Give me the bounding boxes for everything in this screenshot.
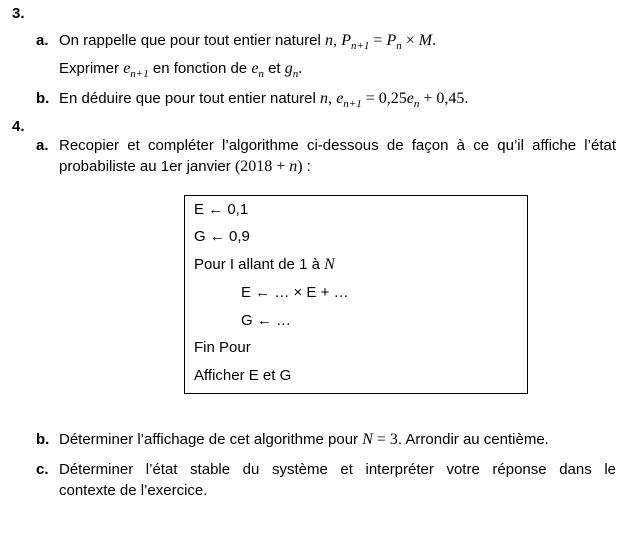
q4c-line1: Déterminer l’état stable du système et interpréter votre réponse dans le: [59, 461, 616, 478]
q3a-e: e: [123, 60, 131, 77]
q3b-rhs: = 0,25: [361, 90, 407, 107]
algo-line-7: Afficher E et G: [194, 367, 292, 384]
algorithm-box: [184, 195, 528, 394]
q4a-line1: Recopier et compléter l’algorithme ci-dessous de façon à ce qu’il affiche l’état: [59, 137, 616, 154]
q3a-comma: ,: [333, 32, 338, 49]
q3a-g: g: [284, 60, 293, 77]
q3a-and: et: [263, 60, 285, 77]
q4c-line2: contexte de l’exercice.: [59, 482, 208, 499]
q3a-eq: =: [369, 32, 387, 49]
q4a-n: n: [289, 158, 298, 175]
q3a-e-sub: n+1: [130, 68, 149, 80]
question-4-number: 4.: [12, 118, 25, 135]
algo-line-5: G ← …: [241, 312, 292, 329]
q4b-prefix: Déterminer l’affichage de cet algorithme pour: [59, 431, 363, 448]
q3a-text: On rappelle que pour tout entier naturel: [59, 32, 326, 49]
algo-line-1: E ← 0,1: [194, 201, 249, 218]
q3b-n: n: [320, 90, 329, 107]
algo-line-2: G ← 0,9: [194, 228, 250, 245]
q3a-line1: [59, 32, 436, 55]
q4a-line2-prefix: probabiliste au 1er janvier: [59, 158, 235, 175]
q3a-times: ×: [401, 32, 419, 49]
q4a-label: a.: [36, 137, 49, 154]
algo-line-3-prefix: Pour I allant de 1 à: [194, 256, 325, 273]
q3a-P: P: [341, 32, 351, 49]
q3a-sub-n1: n+1: [350, 40, 370, 52]
q4a-year: (2018 +: [234, 158, 290, 175]
q3b-e: e: [336, 90, 344, 107]
q3a-end: .: [432, 32, 437, 49]
q3b-text: En déduire que pour tout entier naturel: [59, 90, 321, 107]
q4b-N: N: [362, 431, 373, 448]
question-3-number: 3.: [12, 5, 25, 22]
algo-line-6: Fin Pour: [194, 339, 251, 356]
q3a-sub-n: n: [396, 40, 402, 52]
q3b-plus: + 0,45.: [419, 90, 469, 107]
q4b-line: [59, 431, 549, 449]
algo-line-3: [194, 256, 335, 274]
q3b-e2-sub: n: [413, 98, 420, 110]
q3a-g-sub: n: [292, 68, 299, 80]
q4a-colon: :: [302, 158, 311, 175]
q4b-mid: = 3: [372, 431, 398, 448]
q3a-e2-sub: n: [258, 68, 264, 80]
q3a-line2: [59, 60, 302, 83]
q4b-label: b.: [36, 431, 50, 448]
q3b-e2: e: [406, 90, 414, 107]
q3a-line2-prefix: Exprimer: [59, 60, 124, 77]
q3a-label: a.: [36, 32, 49, 49]
q3b-line: [59, 90, 468, 113]
q3b-comma: ,: [328, 90, 333, 107]
q3a-P2: P: [386, 32, 397, 49]
q3a-n: n: [325, 32, 334, 49]
q4c-label: c.: [36, 461, 49, 478]
q3b-e-sub: n+1: [343, 98, 362, 110]
q3a-e2: e: [251, 60, 259, 77]
q3b-label: b.: [36, 90, 50, 107]
q3a-line2-mid: en fonction de: [148, 60, 252, 77]
q3a-M: M: [418, 32, 433, 49]
algo-line-3-N: N: [324, 256, 335, 273]
q4a-line2: [59, 158, 311, 176]
q4b-suffix: . Arrondir au centième.: [397, 431, 549, 448]
q3a-line2-end: .: [298, 60, 303, 77]
algo-line-4: E ← … × E + …: [241, 284, 349, 301]
q4a-close: ): [297, 158, 303, 175]
